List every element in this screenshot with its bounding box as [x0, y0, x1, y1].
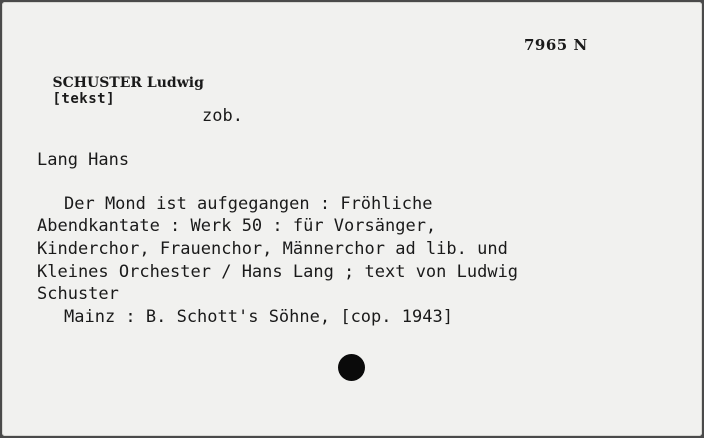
see-target: Lang Hans	[37, 150, 130, 170]
heading-entry	[33, 59, 204, 123]
heading-tag: [tekst]	[52, 91, 116, 107]
card-punch-hole	[338, 354, 365, 381]
imprint-line: Mainz : B. Schott's Söhne, [cop. 1943]	[64, 307, 453, 327]
body-line-1: Der Mond ist aufgegangen : Fröhliche	[64, 194, 433, 214]
heading-name: SCHUSTER Ludwig	[52, 75, 204, 91]
body-line-2: Abendkantate : Werk 50 : für Vorsänger,	[37, 216, 437, 236]
catalog-card	[2, 2, 702, 436]
body-line-5: Schuster	[37, 284, 119, 304]
body-line-4: Kleines Orchester / Hans Lang ; text von Ludwig	[37, 262, 519, 282]
see-reference: zob.	[202, 106, 243, 126]
body-line-3: Kinderchor, Frauenchor, Männerchor ad lib. und	[37, 239, 508, 259]
call-number: 7965 N	[524, 36, 588, 54]
